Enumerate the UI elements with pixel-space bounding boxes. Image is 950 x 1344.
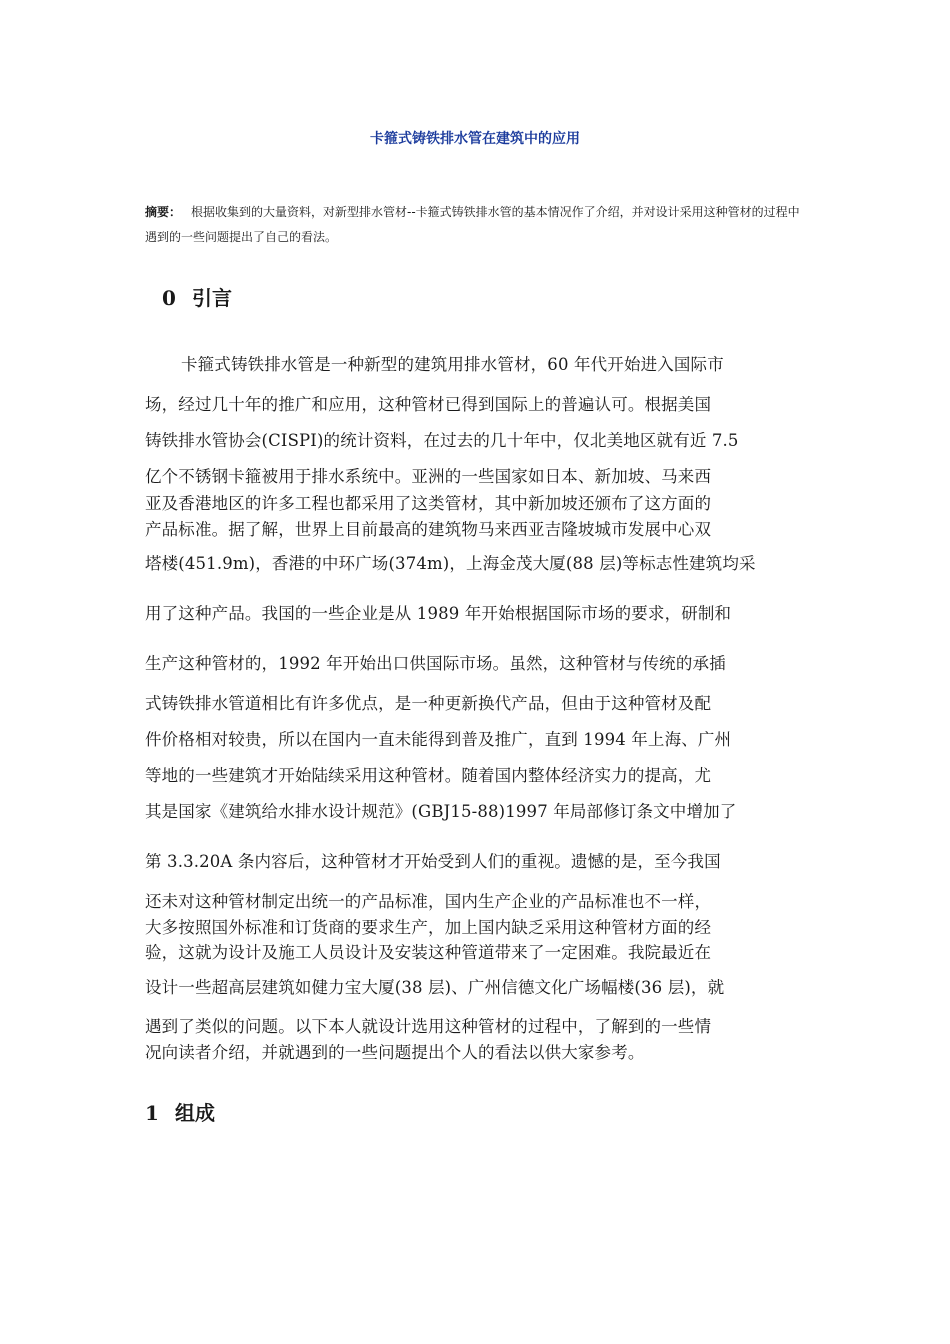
section-title: 引言 [192,286,232,310]
section-heading-intro [162,282,232,311]
paragraph-line: 亚及香港地区的许多工程也都采用了这类管材，其中新加坡还颁布了这方面的 [145,494,712,513]
paragraph-line: 遇到了类似的问题。以下本人就设计选用这种管材的过程中，了解到的一些情 [145,1017,712,1036]
paragraph-line: 卡箍式铸铁排水管是一种新型的建筑用排水管材，60 年代开始进入国际市 [181,355,724,374]
paragraph-line: 亿个不锈钢卡箍被用于排水系统中。亚洲的一些国家如日本、新加坡、马来西 [145,467,712,486]
section-number: 0 [162,286,176,310]
abstract-label: 摘要： [145,205,182,219]
document-title: 卡箍式铸铁排水管在建筑中的应用 [370,131,580,147]
paragraph-line: 场，经过几十年的推广和应用，这种管材已得到国际上的普遍认可。根据美国 [145,395,712,414]
paragraph-line: 其是国家《建筑给水排水设计规范》(GBJ15-88)1997 年局部修订条文中增加了 [145,802,737,821]
section-number: 1 [145,1101,159,1125]
paragraph-line: 设计一些超高层建筑如健力宝大厦(38 层)、广州信德文化广场幅楼(36 层)，就 [145,978,725,997]
paragraph-line: 验，这就为设计及施工人员设计及安装这种管道带来了一定困难。我院最近在 [145,943,712,962]
paragraph-line: 还未对这种管材制定出统一的产品标准，国内生产企业的产品标准也不一样， [145,892,712,911]
paragraph-line: 产品标准。据了解，世界上目前最高的建筑物马来西亚吉隆坡城市发展中心双 [145,520,712,539]
paragraph-line: 第 3.3.20A 条内容后，这种管材才开始受到人们的重视。遗憾的是，至今我国 [145,852,721,871]
paragraph-line: 铸铁排水管协会(CISPI)的统计资料，在过去的几十年中，仅北美地区就有近 7.5 [145,431,739,450]
paragraph-line: 用了这种产品。我国的一些企业是从 1989 年开始根据国际市场的要求，研制和 [145,604,732,623]
paragraph-line: 大多按照国外标准和订货商的要求生产，加上国内缺乏采用这种管材方面的经 [145,918,712,937]
section-title: 组成 [175,1101,215,1125]
section-heading-composition [145,1097,215,1126]
paragraph-line: 件价格相对较贵，所以在国内一直未能得到普及推广，直到 1994 年上海、广州 [145,730,732,749]
paragraph-line: 等地的一些建筑才开始陆续采用这种管材。随着国内整体经济实力的提高，尤 [145,766,712,785]
paragraph-line: 况向读者介绍，并就遇到的一些问题提出个人的看法以供大家参考。 [145,1043,645,1062]
abstract-text: 根据收集到的大量资料，对新型排水管材--卡箍式铸铁排水管的基本情况作了介绍，并对设计采用这种管材的过程中遇到的一些问题提出了自己的看法。 [145,205,800,244]
paragraph-line: 式铸铁排水管道相比有许多优点，是一种更新换代产品，但由于这种管材及配 [145,694,712,713]
abstract [145,200,805,250]
paragraph-line: 生产这种管材的，1992 年开始出口供国际市场。虽然，这种管材与传统的承插 [145,654,726,673]
paragraph-line: 塔楼(451.9m)，香港的中环广场(374m)，上海金茂大厦(88 层)等标志性建筑均采 [145,554,756,573]
